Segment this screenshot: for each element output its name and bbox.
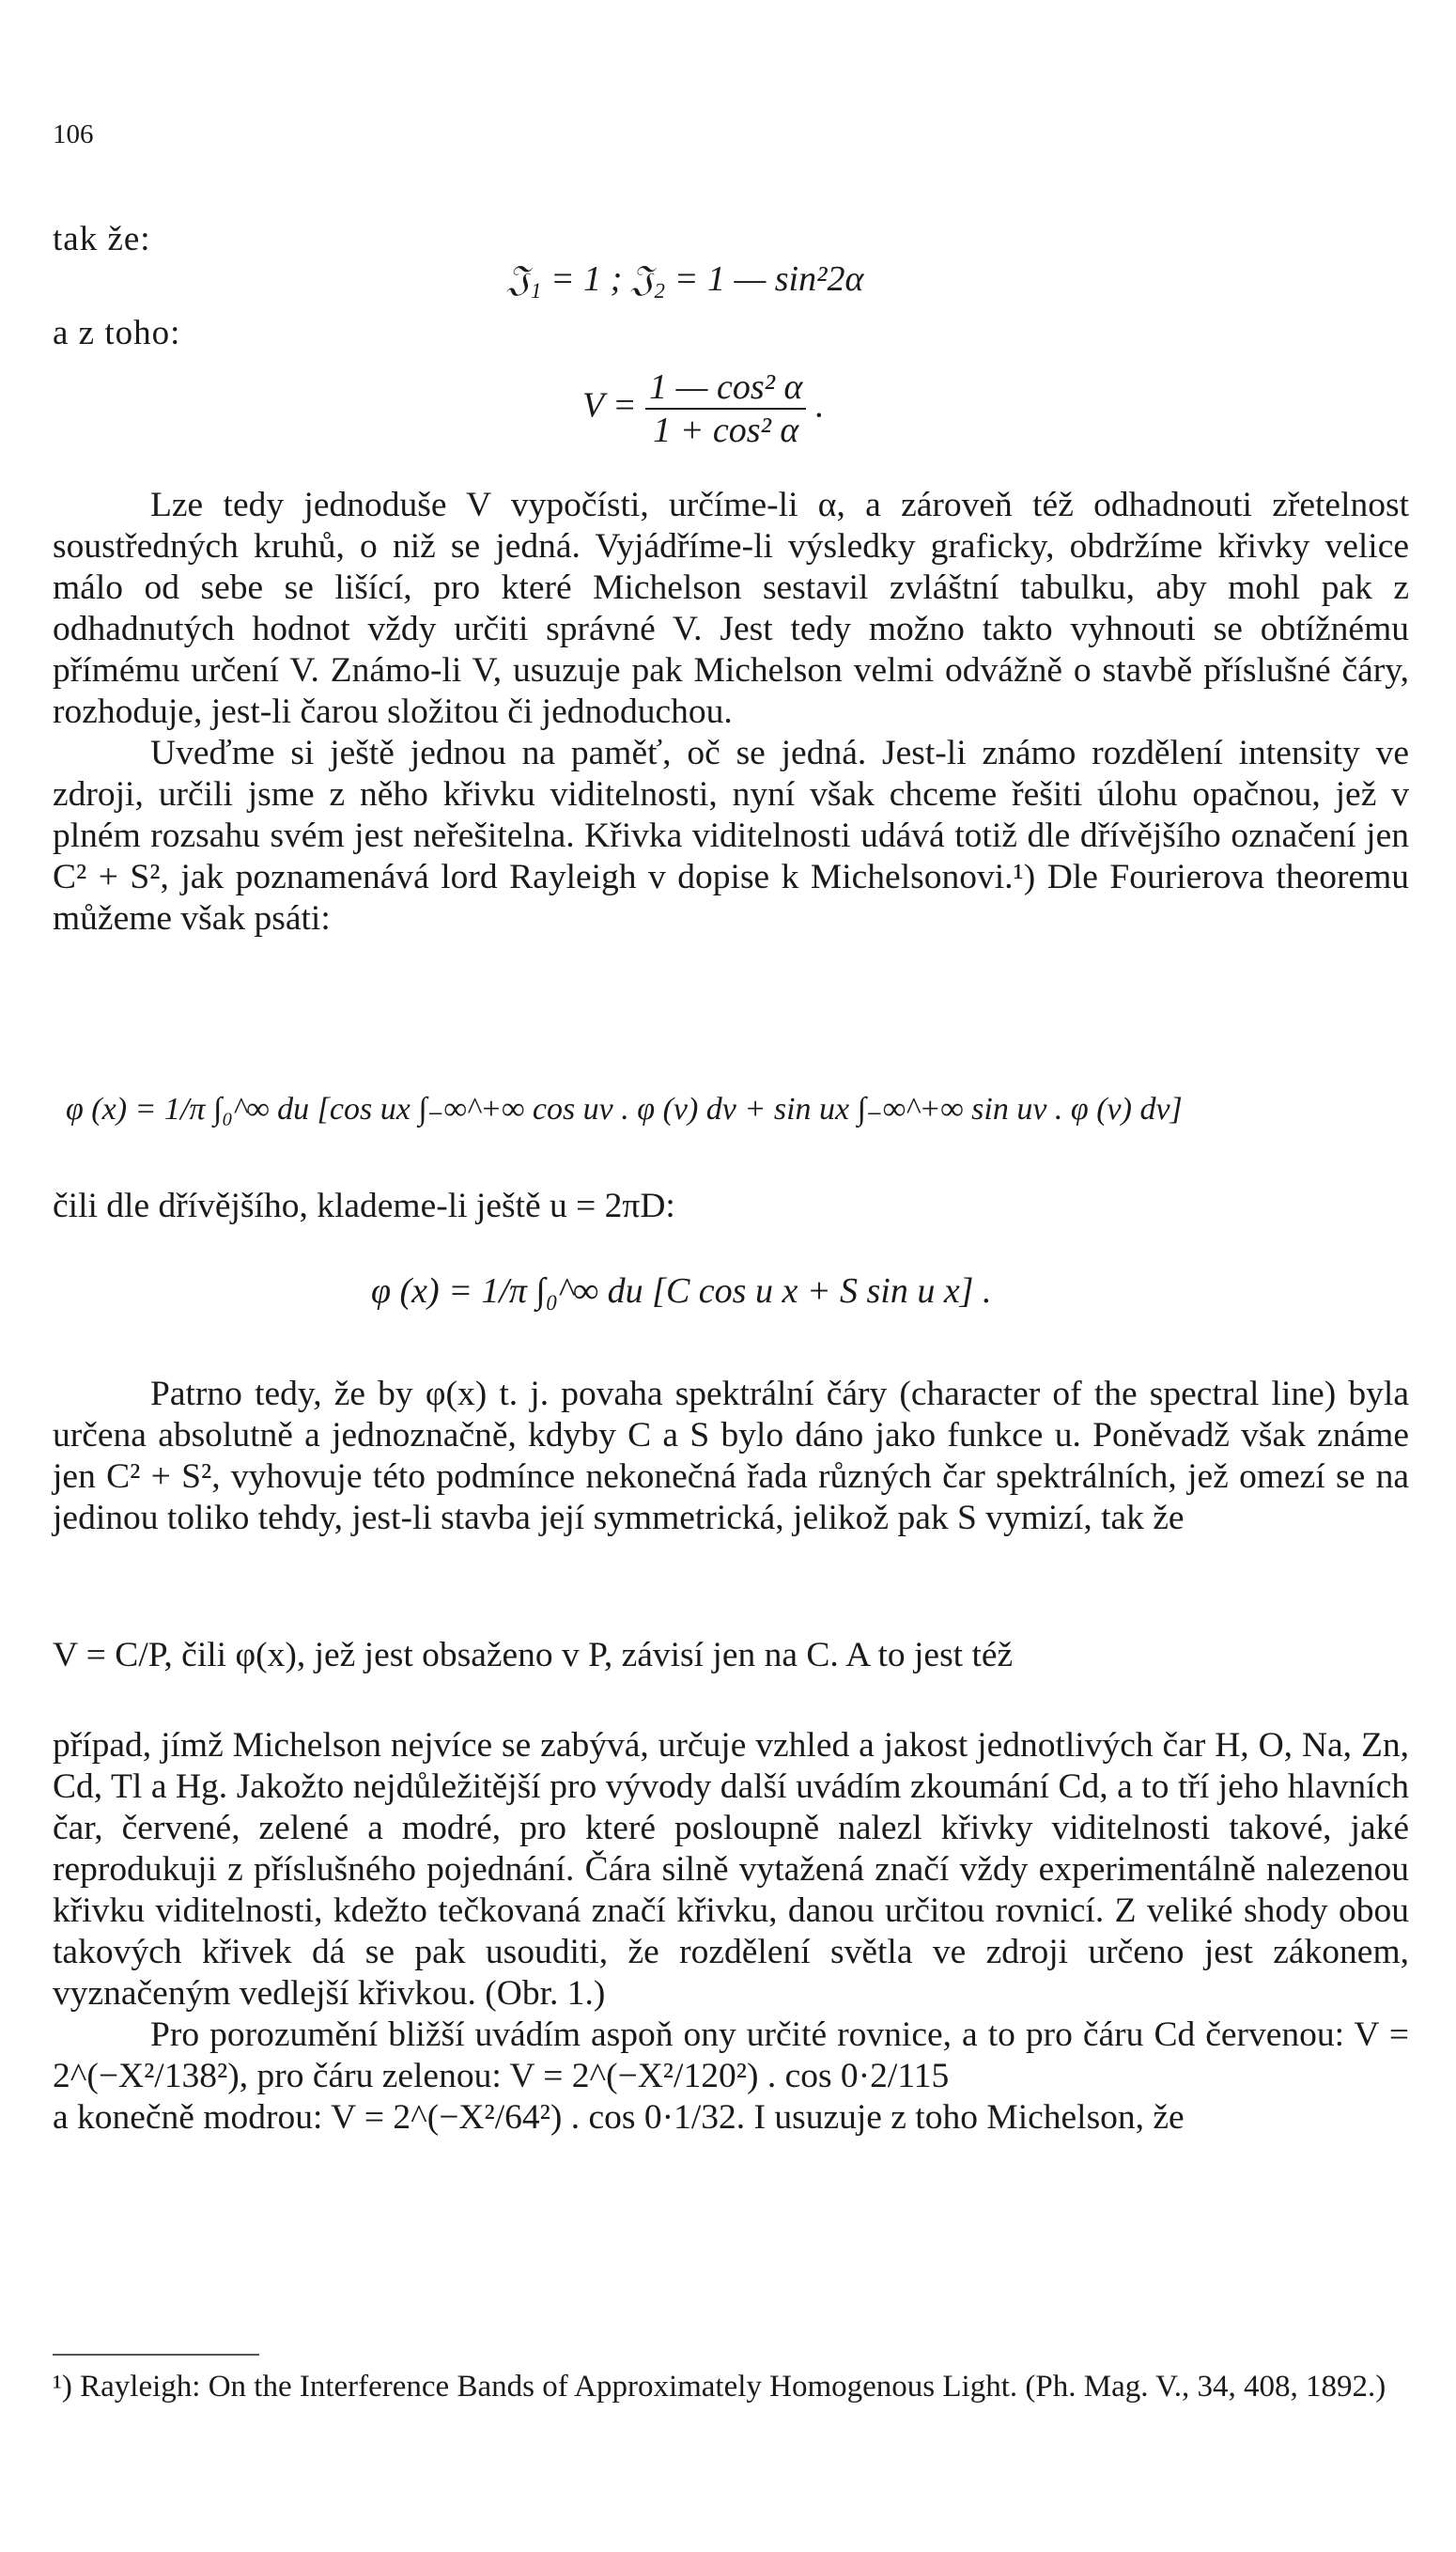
paragraph-4: Patrno tedy, že by φ(x) t. j. povaha spektrální čáry (character of the spectral line) byla určena absolutně a jednoznačně, kdyby C a S bylo dáno jako funkce u. Poněvadž však známe jen C² + S², vyhovuje této podmínce nekonečná řada různých čar spektrálních, jež omezí se na jedinou toliko tehdy, jest-li stavba její symmetrická, jelikož pak S vymizí, tak že bbox=[53, 1375, 1409, 1537]
footnote: ¹) Rayleigh: On the Interference Bands of Approximately Homogenous Light. (Ph. Mag. V., 34, 408, 1892.) bbox=[53, 2370, 1386, 2404]
equation-2-fraction bbox=[645, 366, 806, 451]
paragraph-block-3 bbox=[53, 1725, 1409, 2139]
paragraph-3: čili dle dřívějšího, klademe-li ještě u = 2πD: bbox=[53, 1187, 675, 1225]
equation-2-denominator: 1 + cos² α bbox=[653, 411, 799, 450]
label-a-z-toho: a z toho: bbox=[53, 314, 181, 352]
label-tak-ze: tak že: bbox=[53, 220, 151, 258]
footnote-rule bbox=[53, 2354, 259, 2356]
equation-2-numerator: 1 — cos² α bbox=[645, 366, 806, 410]
equation-1: 𝔍₁ = 1 ; 𝔍₂ = 1 — sin²2α bbox=[507, 259, 864, 299]
paragraph-block-1 bbox=[53, 485, 1409, 940]
paragraph-6: případ, jímž Michelson nejvíce se zabývá, určuje vzhled a jakost jednotlivých čar H, O, Na, Zn, Cd, Tl a Hg. Jakožto nejdůležitější pro vývody další uvádím zkoumání Cd, a to tří jeho hlavních čar, červené, zelené a modré, pro které posloupně nalezl křivky viditelnosti takové, jaké reprodukuji z příslušného pojednání. Čára silně vytažená značí vždy experimentálně nalezenou křivku viditelnosti, kdežto tečkovaná značí křivku, danou určitou rovnicí. Z veliké shody obou takových křivek dá se pak usouditi, že rozdělení světla ve zdroji určeno jest zákonem, vyznačeným vedlejší křivkou. (Obr. 1.) bbox=[53, 1726, 1409, 2013]
equation-2: V = $\frac{\text{1 — cos² α}}{\text{1 + cos² α}}$ . bbox=[582, 367, 825, 450]
equation-3: φ (x) = 1/π ∫₀^∞ du [cos ux ∫₋∞^+∞ cos uv . φ (v) dv + sin ux ∫₋∞^+∞ sin uv . φ (v) dv] bbox=[66, 1092, 1183, 1127]
paragraph-7: Pro porozumění bližší uvádím aspoň ony určité rovnice, a to pro čáru Cd červenou: V = 2^(−X²/138²), pro čáru zelenou: V = 2^(−X²/120²) . cos 0·2/115 bbox=[53, 2015, 1409, 2095]
paragraph-1: Lze tedy jednoduše V vypočísti, určíme-li α, a zároveň též odhadnouti zřetelnost soustředných kruhů, o niž se jedná. Vyjádříme-li výsledky graficky, obdržíme křivky velice málo od sebe se lišící, pro které Michelson sestavil zvláštní tabulku, aby mohl pak z odhadnutých hodnot vždy určiti správné V. Jest tedy možno takto vyhnouti se obtížnému přímému určení V. Známo-li V, usuzuje pak Michelson velmi odvážně o stavbě příslušné čáry, rozhoduje, jest-li čarou složitou či jednoduchou. bbox=[53, 486, 1409, 731]
equation-2-lhs: V = bbox=[582, 385, 637, 426]
page-number: 106 bbox=[53, 119, 94, 149]
paragraph-5: V = C/P, čili φ(x), jež jest obsaženo v P, závisí jen na C. A to jest též bbox=[53, 1636, 1014, 1674]
equation-4: φ (x) = 1/π ∫₀^∞ du [C cos u x + S sin u x] . bbox=[371, 1271, 992, 1311]
paragraph-block-2 bbox=[53, 1374, 1409, 1539]
paragraph-8: a konečně modrou: V = 2^(−X²/64²) . cos 0·1/32. I usuzuje z toho Michelson, že bbox=[53, 2098, 1185, 2137]
paragraph-2: Uveďme si ještě jednou na paměť, oč se jedná. Jest-li známo rozdělení intensity ve zdroji, určili jsme z něho křivku viditelnosti, nyní však chceme řešiti úlohu opačnou, jež v plném rozsahu svém jest neřešitelna. Křivka viditelnosti udává totiž dle dřívějšího označení jen C² + S², jak poznamenává lord Rayleigh v dopise k Michelsonovi.¹) Dle Fourierova theoremu můžeme však psáti: bbox=[53, 734, 1409, 938]
